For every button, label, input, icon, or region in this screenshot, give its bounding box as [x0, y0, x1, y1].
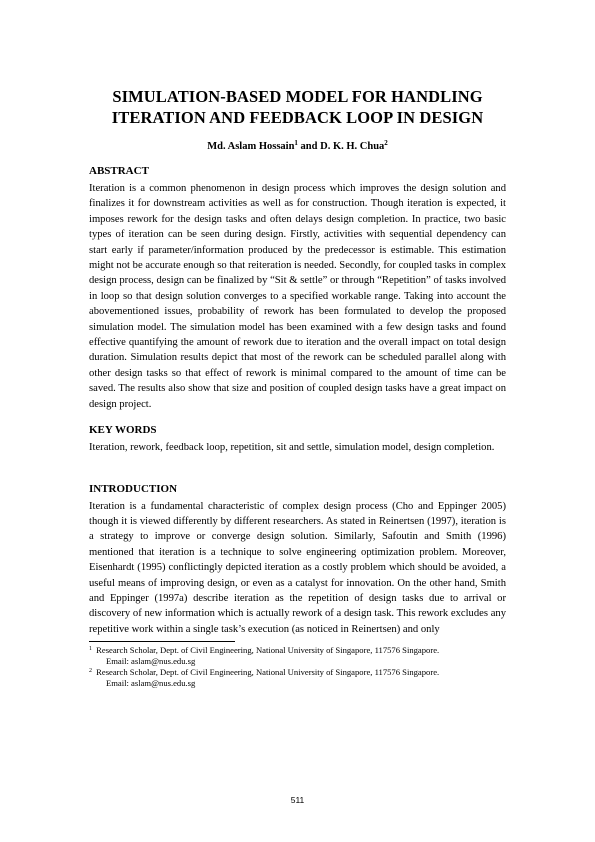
keywords-heading: KEY WORDS [89, 424, 157, 437]
footnote-divider [89, 641, 235, 642]
page-number: 511 [290, 795, 305, 805]
author-2-footnote-mark: 2 [384, 139, 388, 147]
introduction-heading: INTRODUCTION [89, 482, 178, 495]
paper-page [89, 86, 506, 689]
abstract-paragraph: Iteration is a common phenomenon in design process which improves the design solution and finalizes it for downstream activities as well as for construction. Though iteration is expected, it imposes rework for the design tasks and often delays design completion. In practice, two basic types of iteration can be seen during design. Firstly, activities with sequential dependency can start early if parameter/information produced by the predecessor is estimable. This estimation might not be accurate enough so that reiteration is needed. Secondly, for coupled tasks in complex design process, design can be finalized by “Sit & settle” or through “Repetition” of tasks involved in loop so that design solution converges to a specified workable range. Taking into account the abovementioned issues, probability of rework has been formulated to develop the proposed simulation model. The simulation model has been examined with a few design tasks and found effective quantifying the amount of rework due to iteration and the overall impact on total design duration. Simulation results depict that most of the rework can be scheduled parallel along with other design tasks so that effect of rework is minimal compared to the amount of time can be saved. The results also show that size and position of coupled design tasks have a great impact on design project. [89, 183, 506, 410]
abstract-heading: ABSTRACT [89, 165, 149, 177]
keywords-paragraph: Iteration, rework, feedback loop, repetition, sit and settle, simulation model, design completion. [89, 442, 495, 454]
footnote-2: 2 Research Scholar, Dept. of Civil Engineering, National University of Singapore, 117576 Singapore. Email: aslam@nus.edu.sg [89, 667, 506, 689]
introduction-paragraph: Iteration is a fundamental characteristic of complex design process (Cho and Eppinger 2005) though it is viewed differently by different researchers. As stated in Reinertsen (1997), iteration is a strategy to improve or converge design solution. Similarly, Safoutin and Smith (1996) mentioned that iteration is a technique to solve engineering optimization problem. Moreover, Eisenhardt (1995) conflictingly depicted iteration as a costly problem which should be avoided, a useful means of improving design, or even as a catalyst for innovation. On the other hand, Smith and Eppinger (1997a) describe iteration as the repetition of design tasks due to arrival or discovery of new information which is actually rework of a design task. This rework excludes any repetitive work within a single task’s execution (as noticed in Reinertsen) and only [89, 500, 506, 635]
author-line [89, 141, 506, 152]
author-1-name: Md. Aslam Hossain [207, 141, 295, 152]
footnote-2-email: Email: aslam@nus.edu.sg [106, 678, 196, 689]
footnote-1: 1 Research Scholar, Dept. of Civil Engineering, National University of Singapore, 117576 Singapore. Email: aslam@nus.edu.sg [89, 645, 506, 667]
footnote-1-text: Research Scholar, Dept. of Civil Engineering, National University of Singapore, 117576 Singapore. [96, 645, 440, 656]
author-join: and [297, 141, 321, 152]
paper-title [89, 86, 506, 128]
author-2-name: D. K. H. Chua [320, 141, 385, 152]
footnotes [89, 645, 506, 689]
title-line-1: SIMULATION-BASED MODEL FOR HANDLING [112, 87, 483, 106]
footnote-2-text: Research Scholar, Dept. of Civil Engineering, National University of Singapore, 117576 Singapore. [96, 667, 440, 678]
title-line-2: ITERATION AND FEEDBACK LOOP IN DESIGN [111, 108, 484, 127]
author-1-footnote-mark: 1 [294, 139, 298, 147]
footnote-1-email: Email: aslam@nus.edu.sg [106, 656, 196, 667]
